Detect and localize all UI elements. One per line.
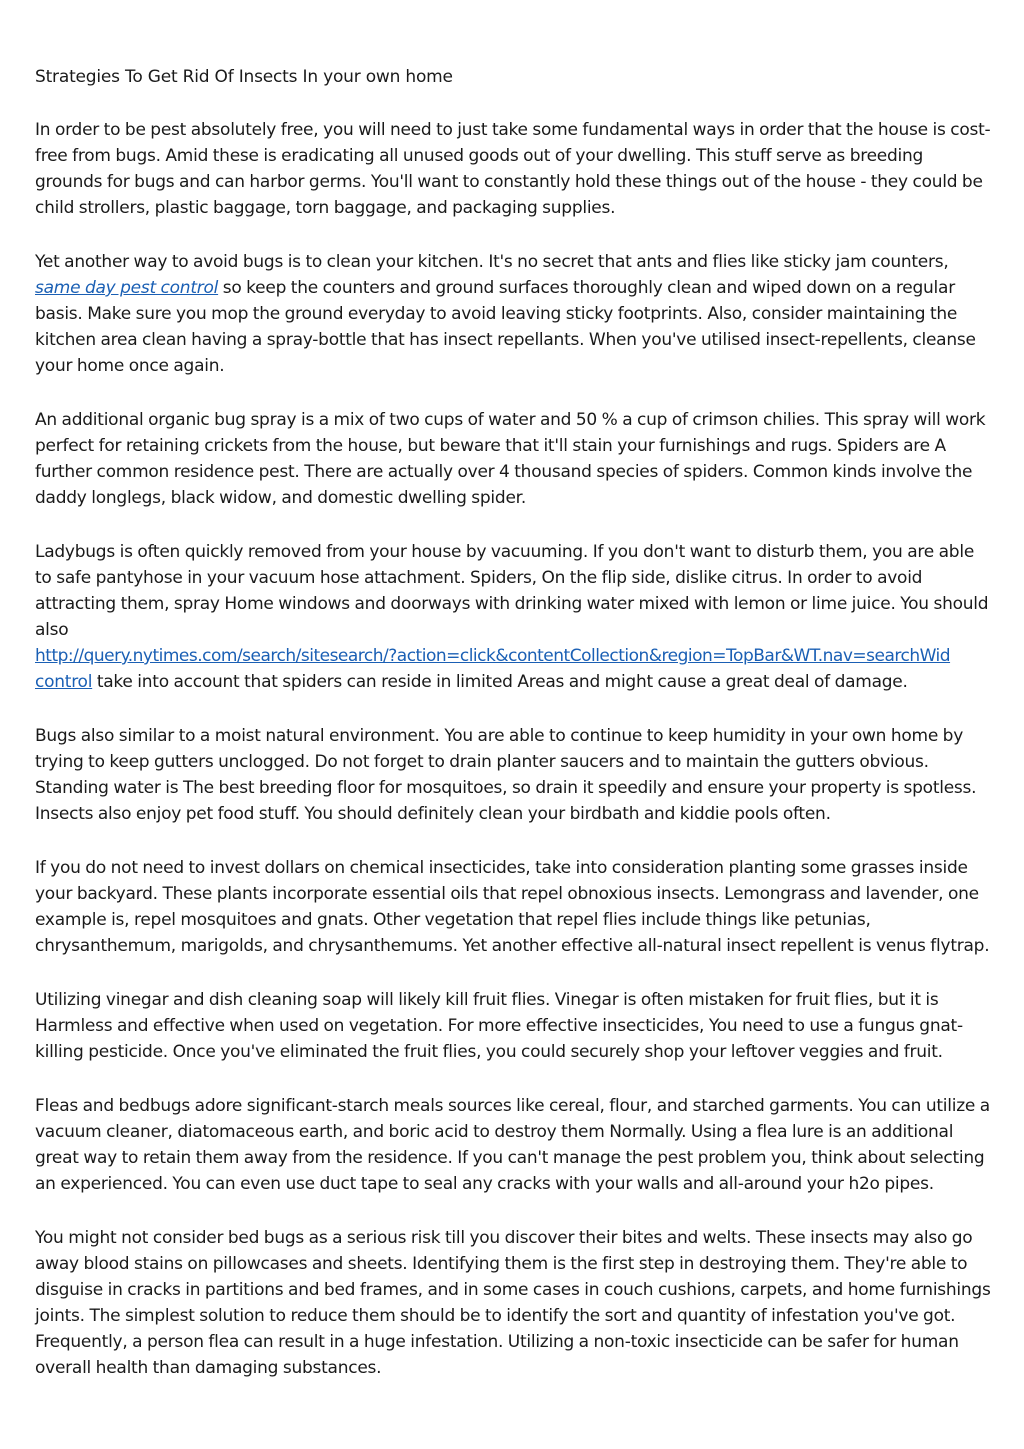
paragraph-2: [35, 249, 993, 379]
paragraph-1: In order to be pest absolutely free, you will need to just take some fundamental ways in order that the house is cost-free from bugs. Amid these is eradicating all unused goods out of your dwelling. This stuff serve as breeding grounds for bugs and can harbor germs. You'll want to constantly hold these things out of the house - they could be child strollers, plastic baggage, torn baggage, and packaging supplies.: [35, 120, 991, 218]
page-title: Strategies To Get Rid Of Insects In your own home: [35, 67, 453, 87]
paragraph-3: An additional organic bug spray is a mix of two cups of water and 50 % a cup of crimson chilies. This spray will work perfect for retaining crickets from the house, but beware that it'll stain your furnishings and rugs. Spiders are A further common residence pest. There are actually over 4 thousand species of spiders. Common kinds involve the daddy longlegs, black widow, and domestic dwelling spider.: [35, 410, 986, 508]
control-link[interactable]: control: [35, 672, 93, 692]
document-page: [35, 64, 993, 1409]
paragraph-4: [35, 539, 993, 695]
paragraph-2-text-before: Yet another way to avoid bugs is to clean your kitchen. It's no secret that ants and flies like sticky jam counters,: [35, 252, 949, 272]
same-day-pest-control-link[interactable]: same day pest control: [35, 278, 219, 298]
paragraph-9: You might not consider bed bugs as a serious risk till you discover their bites and welts. These insects may also go away blood stains on pillowcases and sheets. Identifying them is the first step in destroying them. They're able to disguise in cracks in partitions and bed frames, and in some cases in couch cushions, carpets, and home furnishings joints. The simplest solution to reduce them should be to identify the sort and quantity of infestation you've got. Frequently, a person flea can result in a huge infestation. Utilizing a non-toxic insecticide can be safer for human overall health than damaging substances.: [35, 1228, 991, 1378]
nytimes-search-link[interactable]: http://query.nytimes.com/search/sitesearch/?action=click&contentCollection&region=TopBar&WT.nav=searchWid: [35, 646, 951, 666]
paragraph-4-text-after: take into account that spiders can reside in limited Areas and might cause a great deal of damage.: [92, 672, 908, 692]
paragraph-7: Utilizing vinegar and dish cleaning soap will likely kill fruit flies. Vinegar is often mistaken for fruit flies, but it is Harmless and effective when used on vegetation. For more effective insecticides, You need to use a fungus gnat-killing pesticide. Once you've eliminated the fruit flies, you could securely shop your leftover veggies and fruit.: [35, 990, 963, 1062]
paragraph-6: If you do not need to invest dollars on chemical insecticides, take into consideration planting some grasses inside your backyard. These plants incorporate essential oils that repel obnoxious insects. Lemongrass and lavender, one example is, repel mosquitoes and gnats. Other vegetation that repel flies include things like petunias, chrysanthemum, marigolds, and chrysanthemums. Yet another effective all-natural insect repellent is venus flytrap.: [35, 858, 990, 956]
paragraph-8: Fleas and bedbugs adore significant-starch meals sources like cereal, flour, and starched garments. You can utilize a vacuum cleaner, diatomaceous earth, and boric acid to destroy them Normally. Using a flea lure is an additional great way to retain them away from the residence. If you can't manage the pest problem you, think about selecting an experienced. You can even use duct tape to seal any cracks with your walls and all-around your h2o pipes.: [35, 1096, 990, 1194]
paragraph-2-text-after: so keep the counters and ground surfaces thoroughly clean and wiped down on a regular basis. Make sure you mop the ground everyday to avoid leaving sticky footprints. Also, consider maintaining the kitchen area clean having a spray-bottle that has insect repellants. When you've utilised insect-repellents, cleanse your home once again.: [35, 278, 976, 376]
paragraph-5: Bugs also similar to a moist natural environment. You are able to continue to keep humidity in your own home by trying to keep gutters unclogged. Do not forget to drain planter saucers and to maintain the gutters obvious. Standing water is The best breeding floor for mosquitoes, so drain it speedily and ensure your property is spotless. Insects also enjoy pet food stuff. You should definitely clean your birdbath and kiddie pools often.: [35, 726, 977, 824]
paragraph-4-text-before: Ladybugs is often quickly removed from your house by vacuuming. If you don't want to disturb them, you are able to safe pantyhose in your vacuum hose attachment. Spiders, On the flip side, dislike citrus. In order to avoid attracting them, spray Home windows and doorways with drinking water mixed with lemon or lime juice. You should also: [35, 542, 989, 640]
